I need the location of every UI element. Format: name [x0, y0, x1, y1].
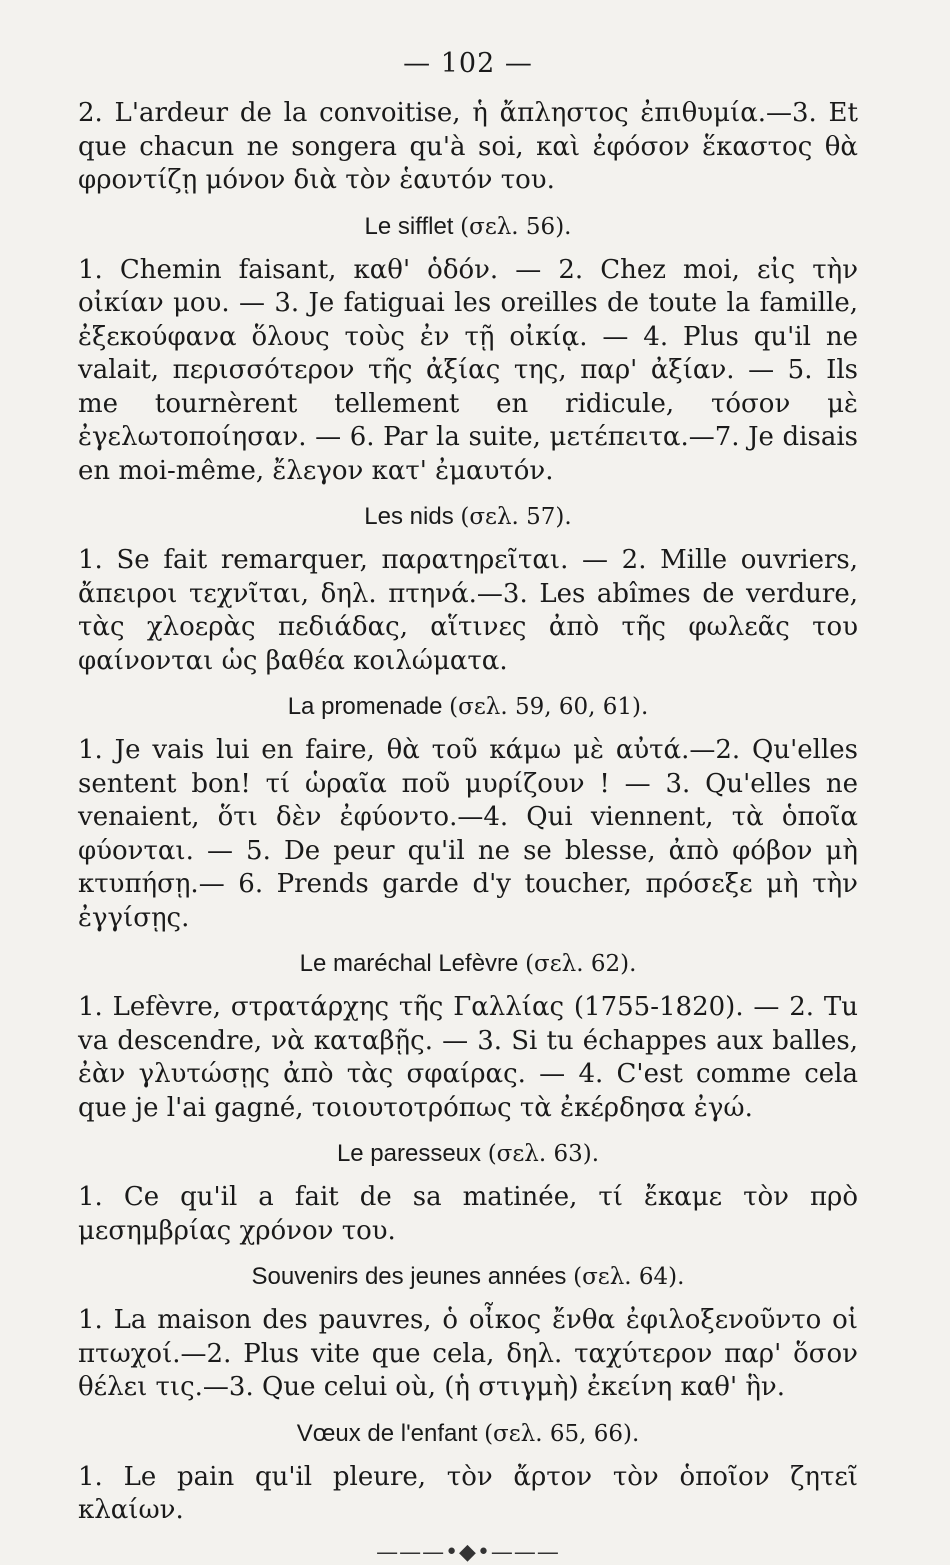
heading-title: Le paresseux: [336, 1140, 482, 1167]
section-heading: [78, 1419, 858, 1449]
text-paragraph: 1. Je vais lui en faire, θὰ τοῦ κάμω μὲ αὐτά.—2. Qu'elles sentent bon! τί ὡραῖα ποῦ μυρίζουν ! — 3. Qu'elles ne venaient, ὅτι δὲν ἐφύοντο.—4. Qui viennent, τὰ ὁποῖα φύονται. — 5. De peur qu'il ne se blesse, ἀπὸ φόβον μὴ κτυπήσῃ.— 6. Prends garde d'y toucher, πρόσεξε μὴ τὴν ἐγγίσῃς.: [78, 735, 858, 933]
text-paragraph: 1. Ce qu'il a fait de sa matinée, τί ἔκαμε τὸν πρὸ μεσημβρίας χρόνον του.: [78, 1182, 858, 1246]
heading-page-ref: (σελ. 62).: [525, 951, 637, 977]
heading-page-ref: (σελ. 65, 66).: [484, 1420, 640, 1447]
heading-title: Le sifflet: [364, 212, 454, 240]
page-number: — 102 —: [403, 48, 533, 79]
text-paragraph: 1. Chemin faisant, καθ' ὁδόν. — 2. Chez moi, εἰς τὴν οἰκίαν μου. — 3. Je fatiguai les oreilles de toute la famille, ἐξεκούφανα ὅλους τοὺς ἐν τῇ οἰκίᾳ. — 4. Plus qu'il ne valait, περισσότερον τῆς ἀξίας της, παρ' ἀξίαν. — 5. Ils me tournèrent tellement en ridicule, τόσον μὲ ἐγελωτοποίησαν. — 6. Par la suite, μετέπειτα.—7. Je disais en moi-même, ἔλεγον κατ' ἐμαυτόν.: [78, 254, 858, 486]
section-heading: [78, 1139, 858, 1169]
section-heading: [78, 692, 858, 722]
section-heading: [78, 212, 858, 242]
heading-page-ref: (σελ. 64).: [573, 1264, 685, 1290]
text-paragraph: 1. Le pain qu'il pleure, τὸν ἄρτον τὸν ὁποῖον ζητεῖ κλαίων.: [78, 1461, 858, 1525]
text-paragraph: 2. L'ardeur de la convoitise, ἡ ἄπληστος ἐπιθυμία.—3. Et que chacun ne songera qu'à soi, καὶ ἐφόσον ἕκαστος θὰ φροντίζῃ μόνον διὰ τὸν ἑαυτόν του.: [78, 98, 858, 195]
heading-title: Souvenirs des jeunes années: [251, 1263, 567, 1290]
heading-title: Vœux de l'enfant: [296, 1419, 478, 1447]
end-ornament: ———•◆•———: [376, 1539, 560, 1565]
section-heading: [78, 1262, 858, 1292]
section-heading: [78, 502, 858, 532]
text-paragraph: 1. La maison des pauvres, ὁ οἶκος ἔνθα ἐφιλοξενοῦντο οἱ πτωχοί.—2. Plus vite que cela, δηλ. ταχύτερον παρ' ὅσον θέλει τις.—3. Que celui où, (ἡ στιγμὴ) ἐκείνη καθ' ἣν.: [78, 1305, 858, 1402]
text-paragraph: 1. Lefèvre, στρατάρχης τῆς Γαλλίας (1755-1820). — 2. Tu va descendre, νὰ καταβῇς. — 3. Si tu échappes aux balles, ἐὰν γλυτώσῃς ἀπὸ τὰς σφαίρας. — 4. C'est comme cela que je l'ai gagné, τοιουτοτρόπως τὰ ἐκέρδησα ἐγώ.: [78, 992, 858, 1123]
heading-page-ref: (σελ. 59, 60, 61).: [449, 694, 649, 720]
heading-page-ref: (σελ. 56).: [460, 213, 572, 240]
section-heading: [78, 949, 858, 979]
text-paragraph: 1. Se fait remarquer, παρατηρεῖται. — 2. Mille ouvriers, ἄπειροι τεχνῖται, δηλ. πτηνά.—3. Les abîmes de verdure, τὰς χλοερὰς πεδιάδας, αἵτινες ἀπὸ τῆς φωλεᾶς του φαίνονται ὡς βαθέα κοιλώματα.: [78, 545, 858, 676]
heading-title: La promenade: [287, 693, 443, 720]
heading-title: Les nids: [364, 503, 454, 530]
heading-title: Le maréchal Lefèvre: [299, 950, 519, 977]
heading-page-ref: (σελ. 57).: [460, 504, 572, 530]
heading-page-ref: (σελ. 63).: [487, 1141, 600, 1167]
